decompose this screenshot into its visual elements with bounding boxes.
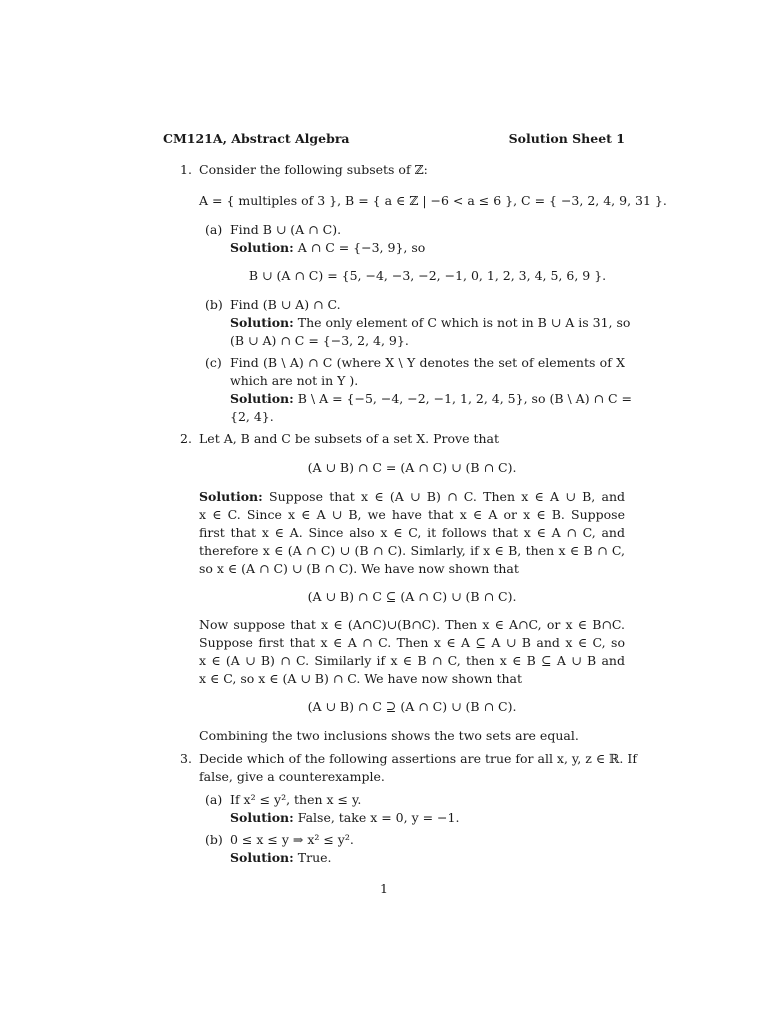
sheet-title: Solution Sheet 1 [508,131,625,146]
q1c-label: (c) [205,355,222,370]
q3b-question: 0 ≤ x ≤ y ⇒ x² ≤ y². [230,832,354,847]
q1-sets: A = { multiples of 3 }, B = { a ∈ ℤ | −6 < a ≤ 6 }, C = { −3, 2, 4, 9, 31 }. [199,193,667,208]
q2-proof-line7: Suppose first that x ∈ A ∩ C. Then x ∈ A ⊆ A ∪ B and x ∈ C, so [199,635,625,650]
q1b-question: Find (B ∪ A) ∩ C. [230,297,341,312]
q1a-label: (a) [205,222,223,237]
q3b-label: (b) [205,832,223,847]
q2-equation: (A ∪ B) ∩ C = (A ∩ C) ∪ (B ∩ C). [307,460,517,475]
q3a-question: If x² ≤ y², then x ≤ y. [230,792,362,807]
q2-proof-line3: first that x ∈ A. Since also x ∈ C, it follows that x ∈ A ∩ C, and [199,525,625,540]
q1c-solution-line1: Solution: B \ A = {−5, −4, −2, −1, 1, 2, 4, 5}, so (B \ A) ∩ C = [230,391,633,406]
q3b-solution: Solution: True. [230,850,332,865]
course-title: CM121A, Abstract Algebra [163,131,350,146]
q2-proof-line2: x ∈ C. Since x ∈ A ∪ B, we have that x ∈ A or x ∈ B. Suppose [199,507,625,522]
q3-intro-line2: false, give a counterexample. [199,769,385,784]
q1c-solution-line2: {2, 4}. [230,409,274,424]
q2-proof-line8: x ∈ (A ∪ B) ∩ C. Similarly if x ∈ B ∩ C, then x ∈ B ⊆ A ∪ B and [199,653,625,668]
solution-label: Solution: [230,810,294,825]
solution-label: Solution: [199,489,263,504]
q2-proof-line1: Solution: Suppose that x ∈ (A ∪ B) ∩ C. Then x ∈ A ∪ B, and [199,489,625,504]
solution-label: Solution: [230,315,294,330]
q2-number: 2. [180,431,192,446]
q3-number: 3. [180,751,192,766]
q2-proof-line4: therefore x ∈ (A ∩ C) ∪ (B ∩ C). Simlarly, if x ∈ B, then x ∈ B ∩ C, [199,543,625,558]
q1a-equation: B ∪ (A ∩ C) = {5, −4, −3, −2, −1, 0, 1, 2, 3, 4, 5, 6, 9 }. [248,268,607,283]
q2-proof-line5: so x ∈ (A ∩ C) ∪ (B ∩ C). We have now shown that [199,561,519,576]
q1b-solution-line2: (B ∪ A) ∩ C = {−3, 2, 4, 9}. [230,333,409,348]
solution-label: Solution: [230,240,294,255]
q2-conclusion: Combining the two inclusions shows the two sets are equal. [199,728,579,743]
q2-proof-line6: Now suppose that x ∈ (A∩C)∪(B∩C). Then x ∈ A∩C, or x ∈ B∩C. [199,617,625,632]
q1b-label: (b) [205,297,223,312]
q2-subset-equation: (A ∪ B) ∩ C ⊆ (A ∩ C) ∪ (B ∩ C). [307,589,517,604]
q1a-solution: Solution: A ∩ C = {−3, 9}, so [230,240,426,255]
page-number: 1 [380,881,388,896]
q3a-label: (a) [205,792,223,807]
page-header [163,130,625,148]
solution-label: Solution: [230,391,294,406]
q2-superset-equation: (A ∪ B) ∩ C ⊇ (A ∩ C) ∪ (B ∩ C). [307,699,517,714]
solution-label: Solution: [230,850,294,865]
q1a-question: Find B ∪ (A ∩ C). [230,222,342,237]
q1c-question-line2: which are not in Y ). [230,373,359,388]
q1c-question-line1: Find (B \ A) ∩ C (where X \ Y denotes the set of elements of X [230,355,625,370]
q1b-solution-line1: Solution: The only element of C which is not in B ∪ A is 31, so [230,315,631,330]
q1-number: 1. [180,162,192,177]
q3-intro-line1: Decide which of the following assertions are true for all x, y, z ∈ ℝ. If [199,751,637,766]
q2-intro: Let A, B and C be subsets of a set X. Prove that [199,431,500,446]
q3a-solution: Solution: False, take x = 0, y = −1. [230,810,460,825]
q1-intro: Consider the following subsets of ℤ: [199,162,428,177]
q2-proof-line9: x ∈ C, so x ∈ (A ∪ B) ∩ C. We have now shown that [199,671,522,686]
